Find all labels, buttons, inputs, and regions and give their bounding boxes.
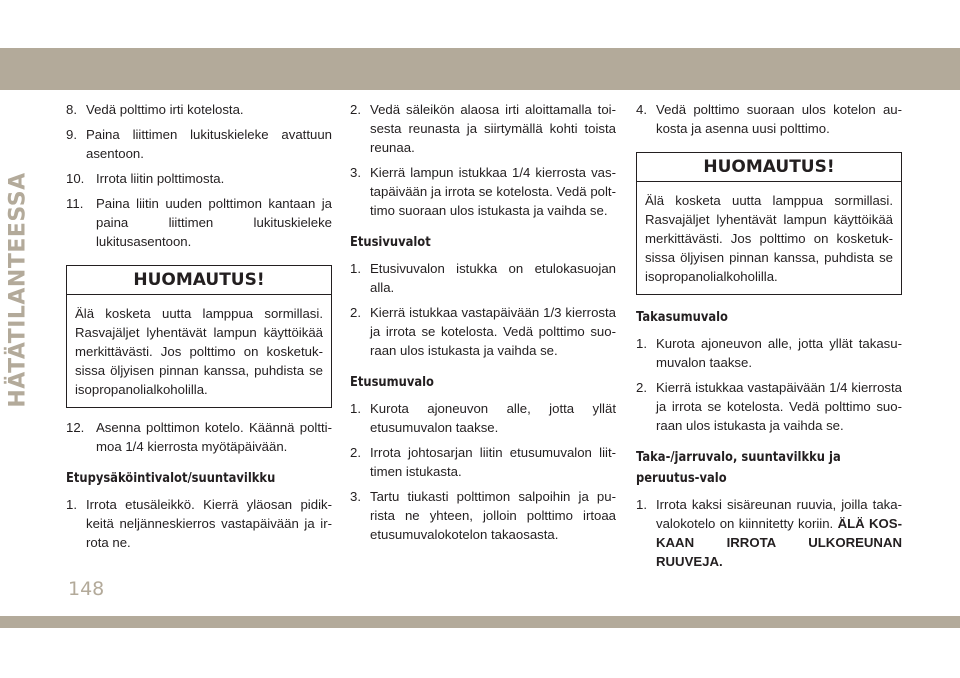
section-heading: Etusivuvalot	[350, 235, 431, 250]
list-item	[636, 334, 902, 372]
list-item	[350, 399, 616, 437]
list-item	[636, 100, 902, 138]
list-item	[350, 487, 616, 544]
item-text: Kurota ajoneuvon alle, jotta yllät takasu-muvalon taakse.	[656, 336, 902, 370]
item-number: 2.	[636, 380, 647, 395]
item-number: 10.	[66, 171, 85, 186]
item-number: 1.	[350, 401, 361, 416]
list-item	[350, 443, 616, 481]
column-3	[636, 100, 902, 577]
item-text: Tartu tiukasti polttimon salpoihin ja pu-rista ne yhteen, jolloin polttimo irtoaa etusumuvalokotelon takaosasta.	[370, 489, 616, 542]
item-text: Vedä säleikön alaosa irti aloittamalla toi-sesta reunasta ja siirtymällä kohti toista reunaa.	[370, 102, 616, 155]
list-item	[66, 125, 332, 163]
list-item	[350, 100, 616, 157]
item-number: 2.	[350, 305, 361, 320]
item-number: 2.	[350, 102, 361, 117]
item-text: Asenna polttimon kotelo. Käännä poltti-moa 1/4 kierrosta myötäpäivään.	[96, 420, 332, 454]
item-text: Kierrä istukkaa vastapäivään 1/3 kierrosta ja irrota se kotelosta. Vedä polttimo suo-raan ulos istukasta ja vaihda se.	[370, 305, 616, 358]
list-item	[66, 194, 332, 251]
item-number: 12.	[66, 420, 85, 435]
warning-text: ÄLÄ KOS-KAAN IRROTA ULKOREUNAN RUUVEJA.	[656, 516, 902, 569]
item-number: 1.	[66, 497, 77, 512]
item-text: Kurota ajoneuvon alle, jotta yllät etusumuvalon taakse.	[370, 401, 616, 435]
notice-box	[66, 265, 332, 408]
item-text: Etusivuvalon istukka on etulokasuojan alla.	[370, 261, 616, 295]
item-number: 2.	[350, 445, 361, 460]
section-heading: Taka-/jarruvalo, suuntavilkku ja peruutus-valo	[636, 450, 841, 486]
section-heading: Etupysäköintivalot/suuntavilkku	[66, 471, 276, 486]
item-text: Kierrä istukkaa vastapäivään 1/4 kierrosta ja irrota se kotelosta. Vedä polttimo suo-raan ulos istukasta ja vaihda se.	[656, 380, 902, 433]
item-number: 1.	[636, 336, 647, 351]
notice-box	[636, 152, 902, 295]
section-heading: Takasumuvalo	[636, 310, 728, 325]
item-number: 3.	[350, 165, 361, 180]
item-number: 4.	[636, 102, 647, 117]
footer-band	[0, 616, 960, 628]
item-text: Kierrä lampun istukkaa 1/4 kierrosta vas-tapäivään ja irrota se kotelosta. Vedä polt-timo suoraan ulos istukasta ja vaihda se.	[370, 165, 616, 218]
notice-text: Älä kosketa uutta lamppua sormillasi. Rasvajäljet lyhentävät lampun käyttöikää merkittävästi. Jos polttimo on kosketuk-sissa öljyisen pinnan kanssa, puhdista se isopropanolialkoholilla.	[75, 306, 323, 397]
item-text: Vedä polttimo suoraan ulos kotelon au-kosta ja asenna uusi polttimo.	[656, 102, 902, 136]
item-number: 1.	[636, 497, 647, 512]
list-item	[350, 259, 616, 297]
notice-title: HUOMAUTUS!	[637, 153, 901, 182]
list-item	[66, 100, 332, 119]
item-text	[656, 495, 902, 571]
item-text: Paina liitin uuden polttimon kantaan ja paina liittimen lukituskieleke lukitusasentoon.	[96, 196, 332, 249]
header-band	[0, 48, 960, 90]
notice-text: Älä kosketa uutta lamppua sormillasi. Rasvajäljet lyhentävät lampun käyttöikää merkittävästi. Jos polttimo on kosketuk-sissa öljyisen pinnan kanssa, puhdista se isopropanolialkoholilla.	[645, 193, 893, 284]
item-number: 8.	[66, 102, 77, 117]
section-title: HÄTÄTILANTEESSA	[5, 172, 31, 408]
list-item	[350, 303, 616, 360]
list-item	[636, 495, 902, 571]
item-number: 11.	[66, 196, 84, 211]
list-item	[350, 163, 616, 220]
list-item	[636, 378, 902, 435]
item-text: Paina liittimen lukituskieleke avattuun asentoon.	[86, 127, 332, 161]
column-2	[350, 100, 616, 550]
notice-title: HUOMAUTUS!	[67, 266, 331, 295]
column-1	[66, 100, 332, 558]
list-item	[66, 495, 332, 552]
list-item	[66, 169, 332, 188]
item-number: 9.	[66, 127, 77, 142]
item-number: 1.	[350, 261, 361, 276]
page-number: 148	[68, 578, 105, 600]
item-text: Vedä polttimo irti kotelosta.	[86, 102, 244, 117]
section-heading: Etusumuvalo	[350, 375, 434, 390]
item-text: Irrota etusäleikkö. Kierrä yläosan pidik-keitä neljänneskierros vastapäivään ja ir-rota ne.	[86, 497, 332, 550]
item-text-regular: Irrota kaksi sisäreunan ruuvia, joilla taka-valokotelo on kiinnitetty koriin.	[656, 497, 902, 531]
list-item	[66, 418, 332, 456]
item-text: Irrota liitin polttimosta.	[96, 171, 225, 186]
item-number: 3.	[350, 489, 361, 504]
item-text: Irrota johtosarjan liitin etusumuvalon liit-timen istukasta.	[370, 445, 616, 479]
